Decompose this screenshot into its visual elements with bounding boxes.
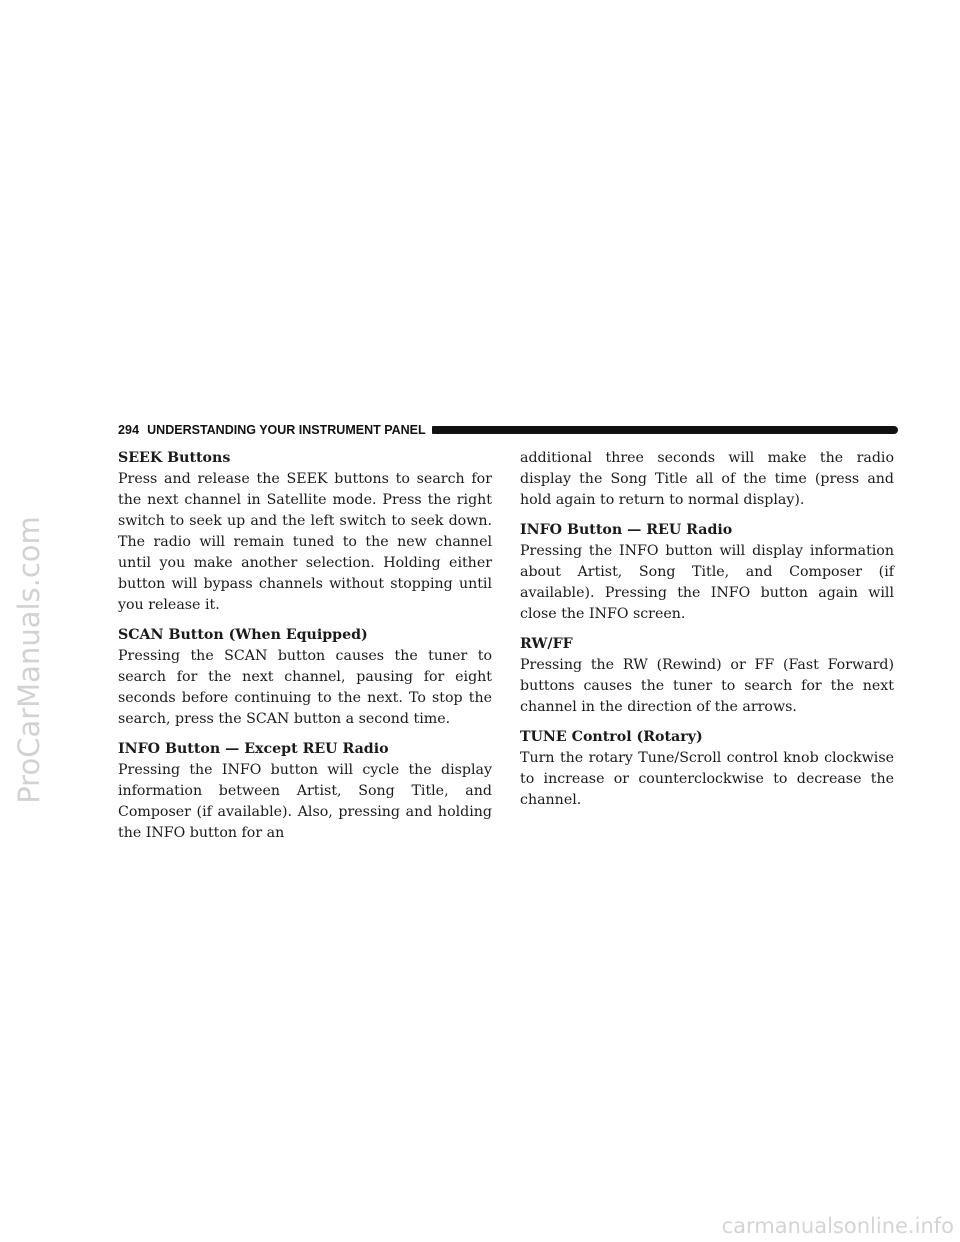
section-body: Turn the rotary Tune/Scroll control knob clockwise to increase or counterclockwise to decrease the channel. xyxy=(520,750,894,808)
footer-watermark: carmanualsonline.info xyxy=(721,1214,954,1238)
section-info-button-except-reu xyxy=(118,739,492,844)
section-info-button-reu xyxy=(520,520,894,625)
section-heading: SCAN Button (When Equipped) xyxy=(118,627,368,643)
section-tune-control xyxy=(520,727,894,811)
section-heading: TUNE Control (Rotary) xyxy=(520,729,703,745)
section-body: Pressing the INFO button will display information about Artist, Song Title, and Composer (if available). Pressing the INFO button again will close the INFO screen. xyxy=(520,543,894,622)
side-watermark-text: ProCarManuals.com xyxy=(12,516,46,804)
section-heading: RW/FF xyxy=(520,636,573,652)
section-body: Pressing the INFO button will cycle the display information between Artist, Song Title, and Composer (if available). Also, pressing and holding the INFO button for an xyxy=(118,762,492,841)
section-rw-ff xyxy=(520,634,894,718)
section-body: Pressing the SCAN button causes the tuner to search for the next channel, pausing for eight seconds before continuing to the next. To stop the search, press the SCAN button a second time. xyxy=(118,648,492,727)
section-heading: INFO Button — Except REU Radio xyxy=(118,741,389,757)
section-heading: INFO Button — REU Radio xyxy=(520,522,733,538)
header-rule xyxy=(432,426,898,434)
section-body: Press and release the SEEK buttons to search for the next channel in Satellite mode. Press the right switch to seek up and the left switch to seek down. The radio will remain tuned to the new channel until you make another selection. Holding either button will bypass channels without stopping until you release it. xyxy=(118,471,492,613)
left-column xyxy=(118,448,492,853)
section-heading: SEEK Buttons xyxy=(118,450,231,466)
page-number: 294 xyxy=(118,423,140,437)
section-body: Pressing the RW (Rewind) or FF (Fast Forward) buttons causes the tuner to search for the next channel in the direction of the arrows. xyxy=(520,657,894,715)
section-seek-buttons xyxy=(118,448,492,616)
section-title: UNDERSTANDING YOUR INSTRUMENT PANEL xyxy=(147,423,426,437)
side-watermark xyxy=(0,0,58,1242)
continued-text: additional three seconds will make the radio display the Song Title all of the time (press and hold again to return to normal display). xyxy=(520,450,894,508)
page-header xyxy=(118,421,898,439)
section-scan-button xyxy=(118,625,492,730)
right-column xyxy=(520,448,894,820)
